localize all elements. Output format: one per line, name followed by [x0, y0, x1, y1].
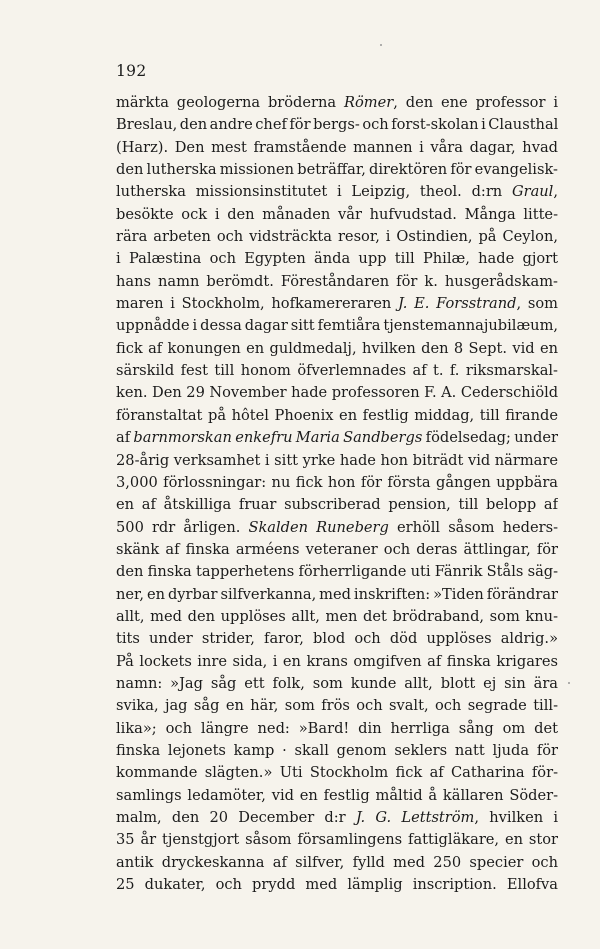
- text-segment: födelsedag; under: [422, 429, 558, 447]
- italic-text: J. G. Lettström: [355, 809, 475, 826]
- text-line: [116, 450, 558, 472]
- text-line: [116, 226, 558, 248]
- text-line: [116, 181, 558, 203]
- text-segment: i Palæstina och Egypten ända upp till Philæ, hade gjort: [116, 250, 558, 268]
- text-segment: särskild fest till honom öfverlemnades af t. f. riksmarskal-: [116, 362, 558, 380]
- text-segment: ken. Den 29 November hade professoren F. A. Cederschiöld: [116, 384, 558, 402]
- text-segment: samlings ledamöter, vid en festlig måltid å källaren Söder-: [116, 786, 558, 804]
- text-line: [116, 494, 558, 516]
- text-segment: Breslau, den andre chef för bergs- och forst-skolan i Clausthal: [116, 116, 558, 134]
- text-line: [116, 92, 558, 114]
- text-segment: , den ene professor i: [393, 94, 558, 111]
- text-segment: (Harz). Den mest framstående mannen i våra dagar, hvad: [116, 138, 558, 156]
- text-segment: ,: [553, 183, 558, 201]
- text-line: [116, 718, 558, 740]
- text-segment: namn: »Jag såg ett folk, som kunde allt, blott ej sin ära: [116, 674, 558, 692]
- text-segment: skänk af finska arméens veteraner och deras ättlingar, för: [116, 540, 558, 558]
- text-line: [116, 204, 558, 226]
- text-line: [116, 405, 558, 427]
- italic-text: J. E. Forsstrand: [398, 295, 517, 313]
- print-speck: [380, 44, 382, 46]
- text-segment: kommande slägten.» Uti Stockholm fick af Catharina för-: [116, 764, 558, 782]
- text-line: [116, 382, 558, 404]
- text-line: [116, 584, 558, 606]
- text-line: [116, 874, 558, 896]
- text-segment: besökte ock i den månaden vår hufvudstad. Många litte-: [116, 205, 558, 223]
- text-segment: tits under strider, faror, blod och död upplöses aldrig.»: [116, 630, 558, 648]
- page-number: 192: [116, 62, 147, 80]
- body-text: [116, 92, 558, 896]
- text-segment: allt, med den upplöses allt, men det brödraband, som knu-: [116, 607, 558, 625]
- text-line: [116, 740, 558, 762]
- text-line: [116, 561, 558, 583]
- text-segment: lika»; och längre ned: »Bard! din herrliga sång om det: [116, 719, 558, 737]
- text-line: [116, 114, 558, 136]
- text-segment: finska lejonets kamp · skall genom seklers natt ljuda för: [116, 741, 558, 759]
- text-line: [116, 807, 558, 829]
- text-line: [116, 248, 558, 270]
- text-segment: svika, jag såg en här, som frös och svalt, och segrade till-: [116, 697, 558, 715]
- text-line: [116, 762, 558, 784]
- italic-text: barnmorskan enkefru Maria Sandbergs: [133, 429, 423, 447]
- text-segment: rära arbeten och vidsträckta resor, i Ostindien, på Ceylon,: [116, 228, 558, 246]
- text-line: [116, 628, 558, 650]
- text-line: [116, 852, 558, 874]
- text-segment: 25 dukater, och prydd med lämplig inscription. Ellofva: [116, 876, 558, 894]
- text-line: [116, 137, 558, 159]
- text-segment: 3,000 förlossningar: nu fick hon för första gången uppbära: [116, 473, 558, 491]
- text-line: [116, 651, 558, 673]
- text-line: [116, 785, 558, 807]
- italic-text: Römer: [344, 94, 394, 111]
- italic-text: Graul: [511, 183, 554, 201]
- text-segment: 28-årig verksamhet i sitt yrke hade hon biträdt vid närmare: [116, 451, 558, 469]
- text-segment: den finska tapperhetens förherrligande uti Fänrik Ståls säg-: [116, 563, 558, 581]
- text-line: [116, 360, 558, 382]
- italic-text: Skalden Runeberg: [248, 518, 389, 536]
- text-segment: hans namn berömdt. Föreståndaren för k. husgerådskam-: [116, 272, 558, 290]
- text-segment: den lutherska missionen beträffar, direktören för evangelisk-: [116, 161, 558, 179]
- text-segment: lutherska missionsinstitutet i Leipzig, theol. d:rn: [116, 183, 512, 201]
- text-line: [116, 695, 558, 717]
- text-line: [116, 293, 558, 315]
- text-segment: 500 rdr årligen.: [116, 518, 249, 536]
- text-segment: maren i Stockholm, hofkamereraren: [116, 295, 399, 313]
- text-segment: uppnådde i dessa dagar sitt femtiåra tjenstemannajubilæum,: [116, 317, 558, 335]
- text-segment: malm, den 20 December d:r: [116, 809, 356, 826]
- text-line: [116, 606, 558, 628]
- text-line: [116, 472, 558, 494]
- text-line: [116, 539, 558, 561]
- text-line: [116, 673, 558, 695]
- text-segment: föranstaltat på hôtel Phoenix en festlig middag, till firande: [116, 406, 558, 424]
- text-line: [116, 315, 558, 337]
- text-segment: På lockets inre sida, i en krans omgifven af finska krigares: [116, 652, 558, 670]
- text-line: [116, 159, 558, 181]
- text-line: [116, 517, 558, 539]
- text-segment: 35 år tjenstgjort såsom församlingens fattigläkare, en stor: [116, 831, 558, 849]
- text-segment: en af åtskilliga fruar subscriberad pension, till belopp af: [116, 496, 558, 514]
- text-segment: ner, en dyrbar silfverkanna, med inskriften: »Tiden förändrar: [116, 585, 558, 603]
- text-segment: märkta geologerna bröderna: [116, 94, 344, 111]
- text-segment: erhöll såsom heders-: [388, 518, 558, 536]
- text-segment: , som: [516, 295, 558, 313]
- text-segment: antik dryckeskanna af silfver, fylld med 250 specier och: [116, 853, 558, 871]
- text-line: [116, 829, 558, 851]
- text-line: [116, 338, 558, 360]
- text-segment: fick af konungen en guldmedalj, hvilken den 8 Sept. vid en: [116, 339, 558, 357]
- text-segment: af: [116, 429, 134, 447]
- text-line: [116, 427, 558, 449]
- print-speck: [568, 682, 570, 684]
- text-segment: , hvilken i: [474, 809, 558, 826]
- text-line: [116, 271, 558, 293]
